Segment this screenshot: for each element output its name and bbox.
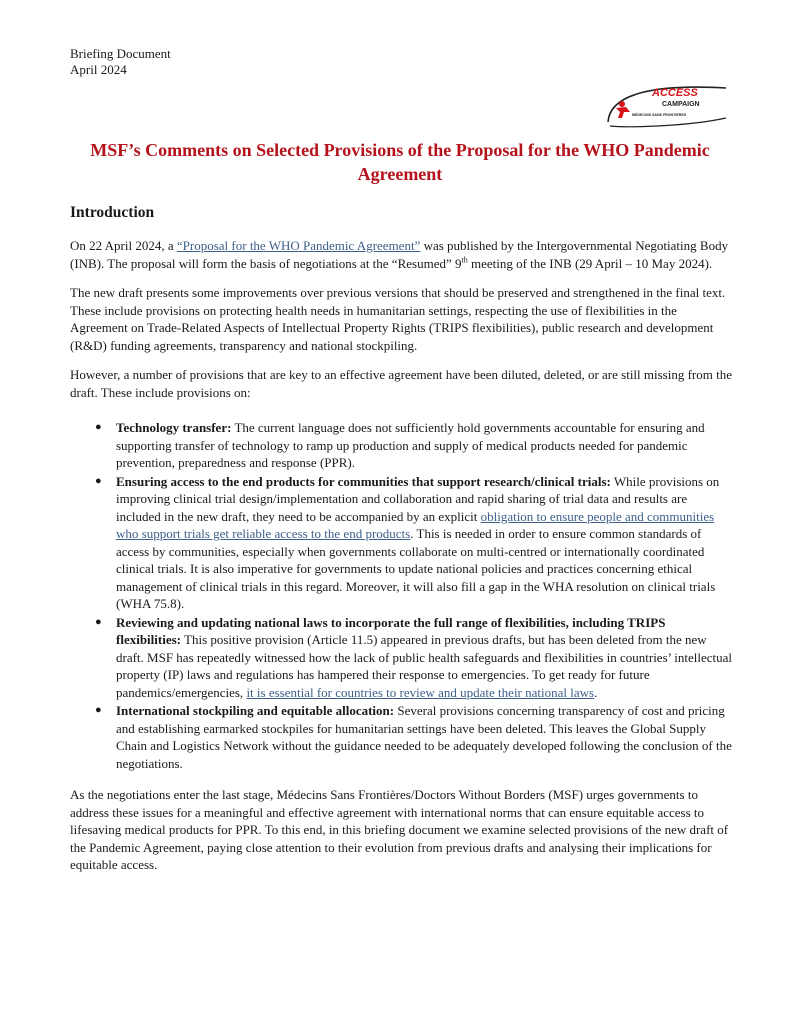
paragraph-missing-provisions: However, a number of provisions that are key to an effective agreement have been diluted, deleted, or are still missing from the draft. These include provisions on: [70, 367, 733, 400]
logo-campaign-text: CAMPAIGN [662, 101, 700, 108]
list-item-text: While provisions on improving clinical trial design/implementation and collaboration and rapid sharing of trial data and results are included in the new draft, they need to be accompanied by an explicit [116, 473, 720, 524]
bullet-icon: ● [95, 615, 102, 628]
logo-msf-text: MEDECINS SANS FRONTIERES [632, 113, 687, 117]
page-title: MSF’s Comments on Selected Provisions of the Proposal for the WHO Pandemic Agreement [90, 140, 710, 184]
access-campaign-logo [600, 82, 730, 130]
paragraph-conclusion: As the negotiations enter the last stage, Médecins Sans Frontières/Doctors Without Borders (MSF) urges governments to address these issues for a meaningful and effective agreement with international norms that can ensure equitable access to lifesaving medical products for PPR. To this end, in this briefing document we examine selected provisions of the new draft of the Pandemic Agreement, paying close attention to their evolution from previous drafts and analysing their implications for equitable access. [70, 787, 729, 872]
paragraph-intro-text-3: meeting of the INB (29 April – 10 May 2024). [467, 255, 713, 271]
paragraph-intro [70, 237, 732, 272]
bullet-icon: ● [95, 474, 102, 487]
msf-access-campaign-logo-icon [600, 82, 730, 130]
bullet-icon: ● [95, 421, 102, 433]
list-item [95, 419, 732, 472]
bullet-icon: ● [95, 704, 102, 716]
provisions-list [70, 419, 732, 772]
list-item-text: This positive provision (Article 11.5) appeared in previous drafts, but has been deleted from the new draft. MSF has repeatedly witnessed how the lack of public health safeguards and flexibilities in countries’ intellectual property (IP) laws and regulations has hampered their response to emergencies. To get ready for future pandemics/emergencies, [116, 632, 732, 700]
trial-access-link[interactable]: obligation to ensure people and communities who support trials get reliable access to the end products [116, 508, 715, 541]
list-item [95, 473, 732, 613]
document-body [70, 203, 732, 886]
list-item-heading: International stockpiling and equitable allocation: [116, 703, 395, 718]
list-item [95, 614, 732, 702]
list-item-text-after: . [594, 684, 598, 700]
document-date: April 2024 [70, 62, 127, 77]
paragraph-intro-text-2: was published by the Intergovernmental Negotiating Body (INB). The proposal will form the basis of negotiations at the “Resumed” 9 [70, 238, 729, 271]
list-item-heading: Ensuring access to the end products for communities that support research/clinical trials: [116, 473, 611, 489]
national-laws-link[interactable]: it is essential for countries to review and update their national laws [246, 684, 595, 700]
document-type: Briefing Document [70, 46, 171, 61]
list-item-heading: Reviewing and updating national laws to incorporate the full range of flexibilities, including TRIPS flexibilities: [116, 614, 666, 647]
paragraph-intro-text: On 22 April 2024, a [70, 238, 177, 253]
list-item-text: Several provisions concerning transparency of cost and pricing and establishing earmarked stockpiles for humanitarian settings have been deleted. This leaves the Global Supply Chain and Logistics Network without the guidance needed to be adequately developed following the conclusion of the negotiations. [116, 703, 732, 771]
header-meta [70, 46, 171, 78]
list-item [95, 702, 732, 772]
proposal-link[interactable]: “Proposal for the WHO Pandemic Agreement” [176, 238, 421, 253]
list-item-heading: Technology transfer: [116, 420, 232, 435]
ordinal-superscript: th [461, 255, 468, 265]
list-item-text-after: . This is needed in order to ensure common standards of access by communities, especially when governments collaborate on multi-centred or internationally coordinated clinical trials. It is also imperative for governments to update national policies and practices concerning ethical management of clinical trials in this regard. Moreover, it will also fill a gap in the WHA resolution on clinical trials (WHA 75.8). [116, 526, 716, 611]
section-heading-introduction: Introduction [70, 204, 155, 221]
paragraph-improvements: The new draft presents some improvements over previous versions that should be preserved and strengthened in the final text. These include provisions on protecting health needs in humanitarian settings, respecting the use of flexibilities in the Agreement on Trade-Related Aspects of Intellectual Property Rights (TRIPS flexibilities), public research and development (R&D) funding agreements, transparency and national stockpiling. [70, 285, 726, 353]
list-item-text: The current language does not sufficiently hold governments accountable for ensuring and supporting transfer of technology to ramp up production and supply of medical products needed for pandemic prevention, preparedness and response (PPR). [116, 420, 705, 470]
logo-access-text: ACCESS [652, 87, 698, 99]
